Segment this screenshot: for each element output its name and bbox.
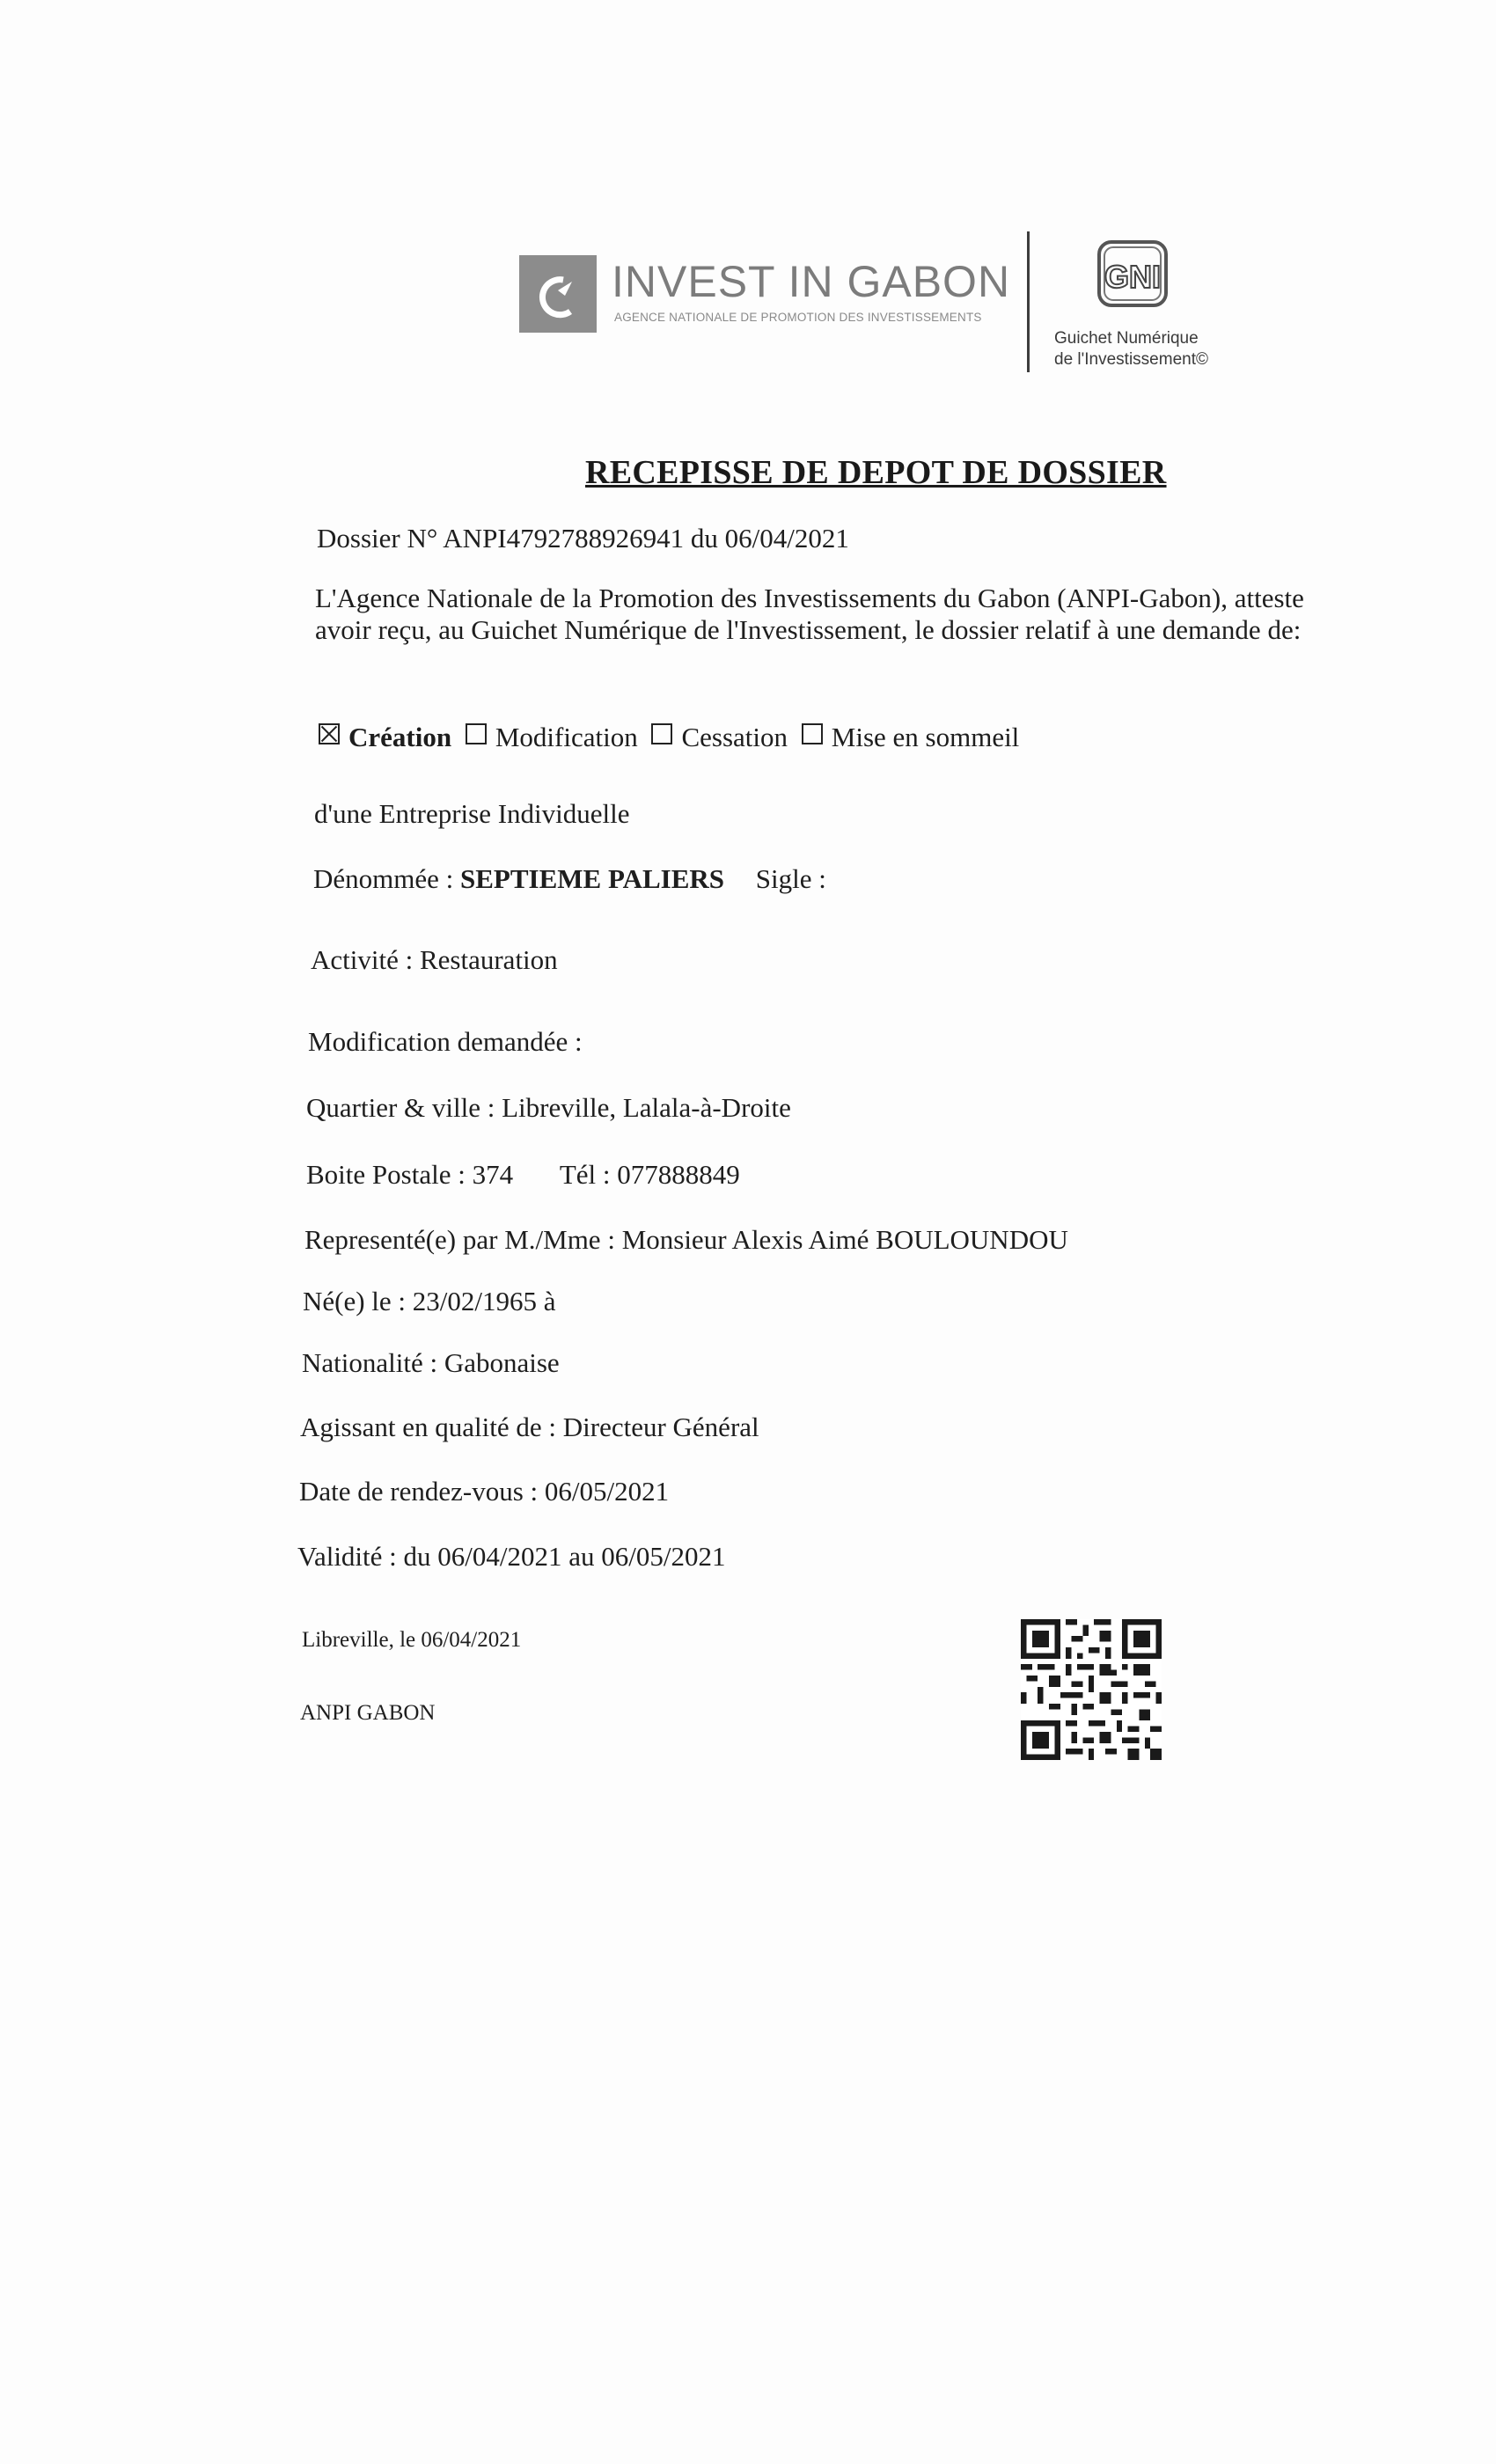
signatory: ANPI GABON xyxy=(300,1701,436,1725)
denomination-line xyxy=(313,862,826,895)
dossier-line xyxy=(317,522,849,554)
option-label: Cessation xyxy=(681,722,788,752)
po-box-value: 374 xyxy=(472,1159,514,1190)
gni-caption-line2: de l'Investissement© xyxy=(1054,350,1208,369)
nationality-line xyxy=(302,1346,560,1379)
dossier-label: Dossier N° xyxy=(317,523,438,554)
sigle-label: Sigle : xyxy=(755,863,826,894)
option-label: Mise en sommeil xyxy=(831,722,1020,752)
appointment-line xyxy=(299,1475,669,1507)
represented-label: Representé(e) par M./Mme : xyxy=(304,1224,615,1255)
option-creation xyxy=(319,722,451,753)
activity-line xyxy=(311,943,558,976)
option-label: Création xyxy=(348,722,452,752)
option-mise-en-sommeil xyxy=(802,722,1020,753)
address-line xyxy=(306,1091,791,1124)
tel-value: 077888849 xyxy=(617,1159,740,1190)
logo-divider xyxy=(1027,231,1030,372)
document-title: RECEPISSE DE DEPOT DE DOSSIER xyxy=(585,454,1167,491)
gni-caption xyxy=(1054,328,1208,370)
option-cessation xyxy=(651,722,788,753)
represented-value: Monsieur Alexis Aimé BOULOUNDOU xyxy=(621,1224,1068,1255)
tel-label: Tél : xyxy=(559,1159,611,1190)
qr-code-icon xyxy=(1021,1619,1162,1760)
entity-type: d'une Entreprise Individuelle xyxy=(314,798,630,829)
born-label: Né(e) le : xyxy=(303,1286,407,1316)
validity-label: Validité : xyxy=(297,1541,397,1572)
invest-in-gabon-logo-icon xyxy=(519,255,597,333)
po-box-label: Boite Postale : xyxy=(306,1159,466,1190)
header-logos xyxy=(519,251,1223,374)
gni-caption-line1: Guichet Numérique xyxy=(1054,329,1199,348)
brand-subtitle: AGENCE NATIONALE DE PROMOTION DES INVESTISSEMENTS xyxy=(614,311,982,324)
representative-line xyxy=(304,1223,1068,1256)
dossier-number: ANPI4792788926941 xyxy=(443,523,685,554)
brand-title: INVEST IN GABON xyxy=(612,257,1011,306)
option-modification xyxy=(466,722,638,753)
nationality-label: Nationalité : xyxy=(302,1347,438,1378)
option-label: Modification xyxy=(495,722,638,752)
born-value: 23/02/1965 à xyxy=(412,1286,556,1316)
checkbox-empty-icon xyxy=(802,723,823,744)
activity-value: Restauration xyxy=(419,944,558,975)
checkbox-checked-icon xyxy=(319,723,340,744)
acting-line xyxy=(300,1411,759,1443)
validity-value: du 06/04/2021 au 06/05/2021 xyxy=(403,1541,726,1572)
gni-logo-text: GNI xyxy=(1104,259,1162,295)
checkbox-empty-icon xyxy=(466,723,487,744)
nationality-value: Gabonaise xyxy=(444,1347,560,1378)
dossier-date: 06/04/2021 xyxy=(724,523,849,554)
activity-label: Activité : xyxy=(311,944,414,975)
denomination-label: Dénommée : xyxy=(313,863,454,894)
dossier-date-prefix: du xyxy=(690,523,718,554)
modification-line xyxy=(308,1025,583,1058)
gni-logo-icon xyxy=(1087,235,1175,314)
intro-paragraph: L'Agence Nationale de la Promotion des Investissements du Gabon (ANPI-Gabon), atteste avoir reçu, au Guichet Numérique de l'Investissement, le dossier relatif à une demande de: xyxy=(315,583,1304,645)
modification-label: Modification demandée : xyxy=(308,1026,583,1057)
acting-value: Directeur Général xyxy=(562,1412,759,1442)
address-label: Quartier & ville : xyxy=(306,1092,495,1123)
denomination-value: SEPTIEME PALIERS xyxy=(460,863,725,894)
address-value: Libreville, Lalala-à-Droite xyxy=(502,1092,791,1123)
appointment-label: Date de rendez-vous : xyxy=(299,1476,539,1507)
acting-label: Agissant en qualité de : xyxy=(300,1412,556,1442)
request-type-options xyxy=(319,722,1026,753)
validity-line xyxy=(297,1540,726,1573)
birth-line xyxy=(303,1285,556,1317)
place-date: Libreville, le 06/04/2021 xyxy=(302,1628,522,1652)
contact-line xyxy=(306,1158,740,1191)
checkbox-empty-icon xyxy=(651,723,672,744)
appointment-value: 06/05/2021 xyxy=(544,1476,670,1507)
